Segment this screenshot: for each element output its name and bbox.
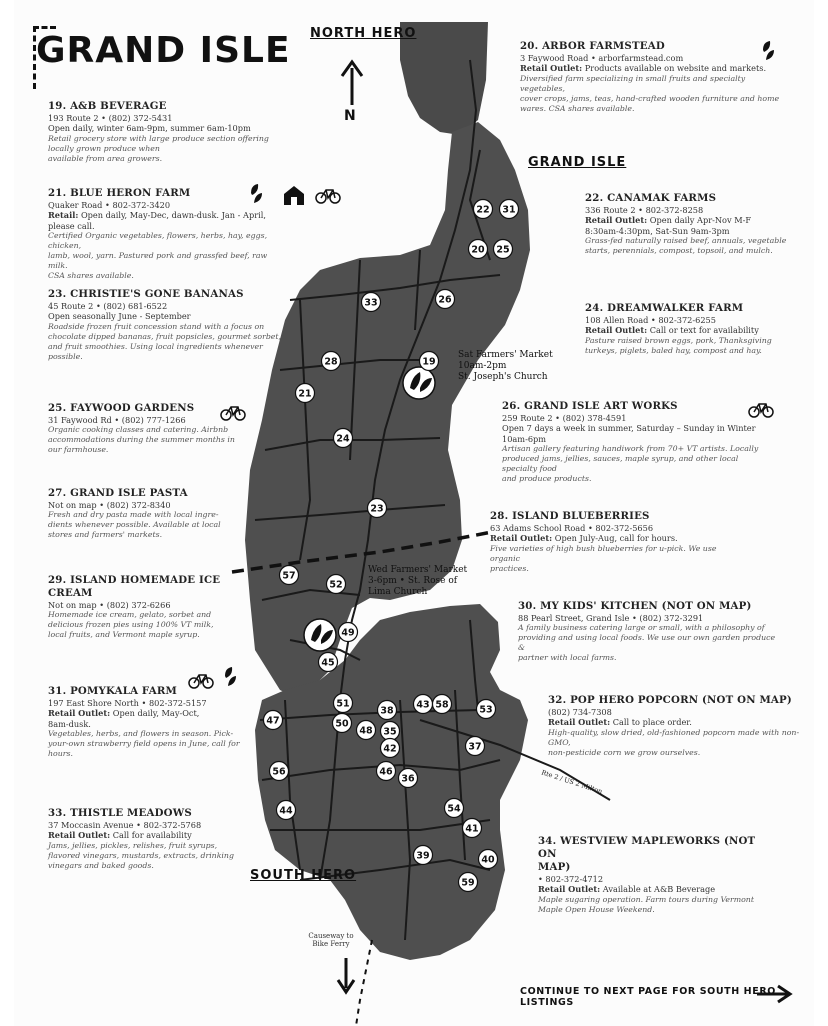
listing bbox=[48, 807, 283, 871]
grand-isle-label: GRAND ISLE bbox=[528, 155, 627, 170]
listing-description: lamb, wool, yarn. Pastured pork and grassfed beef, raw milk. bbox=[48, 251, 268, 271]
marker-number: 59 bbox=[461, 877, 475, 889]
south-hero-label: SOUTH HERO bbox=[250, 868, 357, 883]
listing bbox=[538, 835, 770, 915]
market-label-line: St. Joseph's Church bbox=[458, 372, 548, 382]
listing-name: 20. ARBOR FARMSTEAD bbox=[520, 40, 665, 52]
listing-hours: Open daily, winter 6am-9pm, summer 6am-10pm bbox=[48, 123, 251, 134]
listing-name: 19. A&B BEVERAGE bbox=[48, 100, 167, 112]
barn-icon bbox=[283, 184, 305, 206]
listing-description: A family business catering large or small, with a philosophy of bbox=[518, 623, 765, 633]
retail-value: Call or text for availability bbox=[647, 325, 759, 336]
listing-description: and fruit smoothies. Using local ingredients whenever bbox=[48, 341, 263, 351]
marker-number: 31 bbox=[502, 204, 516, 216]
location-marker-19[interactable] bbox=[420, 352, 439, 371]
listing-description: available from area growers. bbox=[48, 153, 163, 163]
marker-number: 25 bbox=[496, 244, 510, 256]
listing-description: starts, perennials, compost, topsoil, and mulch. bbox=[585, 246, 773, 256]
listing-contact: Not on map • (802) 372-6266 bbox=[48, 600, 171, 610]
retail-label: Retail Outlet: bbox=[48, 830, 111, 841]
listing-retail bbox=[585, 215, 817, 225]
listing-contact: 108 Allen Road • 802-372-6255 bbox=[585, 315, 716, 325]
marker-number: 54 bbox=[447, 803, 461, 815]
listing-hours: Open seasonally June - September bbox=[48, 311, 191, 322]
location-marker-40[interactable] bbox=[479, 850, 498, 869]
listing-description: Homemade ice cream, gelato, sorbet and bbox=[48, 610, 212, 620]
retail-label: Retail Outlet: bbox=[520, 63, 583, 74]
listing bbox=[48, 100, 283, 164]
marker-number: 40 bbox=[481, 854, 495, 866]
listing bbox=[48, 402, 283, 455]
listing-description: High-quality, slow dried, old-fashioned popcorn made with non-GMO, bbox=[548, 727, 800, 747]
north-hero-label: NORTH HERO bbox=[310, 26, 417, 41]
listing bbox=[520, 40, 792, 114]
listing-description: flavored vinegars, mustards, extracts, drinking bbox=[48, 850, 234, 860]
listing-description: vinegars and baked goods. bbox=[48, 860, 154, 870]
listing-name: 29. ISLAND HOMEMADE ICE bbox=[48, 574, 221, 586]
listing-description: accommodations during the summer months in bbox=[48, 435, 235, 445]
location-marker-50[interactable] bbox=[333, 714, 352, 733]
location-marker-37[interactable] bbox=[466, 737, 485, 756]
listing-contact: 37 Moccasin Avenue • 802-372-5768 bbox=[48, 820, 202, 830]
listing bbox=[490, 510, 722, 574]
location-marker-33[interactable] bbox=[362, 293, 381, 312]
location-marker-26[interactable] bbox=[436, 290, 455, 309]
location-marker-31[interactable] bbox=[500, 200, 519, 219]
listing-contact: 88 Pearl Street, Grand Isle • (802) 372-3291 bbox=[518, 613, 704, 623]
listing-name: 30. MY KIDS' KITCHEN (NOT ON MAP) bbox=[518, 600, 752, 612]
marker-number: 56 bbox=[272, 766, 286, 778]
listing-contact: 45 Route 2 • (802) 681-6522 bbox=[48, 301, 168, 311]
listing-retail bbox=[490, 533, 722, 543]
listing-hours: 10am-6pm bbox=[502, 433, 547, 444]
listing-description: Pasture raised brown eggs, pork, Thanksgiving bbox=[585, 335, 772, 345]
farmers-market-label-north bbox=[458, 350, 553, 383]
location-marker-25[interactable] bbox=[494, 240, 513, 259]
location-marker-38[interactable] bbox=[378, 701, 397, 720]
marker-number: 41 bbox=[465, 823, 479, 835]
listing-retail bbox=[48, 708, 283, 718]
listing-name: 21. BLUE HERON FARM bbox=[48, 187, 191, 199]
listing-retail bbox=[538, 884, 770, 894]
marker-number: 50 bbox=[335, 718, 349, 730]
listing-description: Organic cooking classes and catering. Airbnb bbox=[48, 425, 229, 435]
listing-name: 28. ISLAND BLUEBERRIES bbox=[490, 510, 650, 522]
listing-retail bbox=[48, 210, 283, 231]
listing-hours: Open 7 days a week in summer, Saturday – Sunday in Winter bbox=[502, 423, 756, 434]
listing-contact: Not on map • (802) 372-8340 bbox=[48, 500, 171, 510]
listing-name: 31. POMYKALA FARM bbox=[48, 685, 177, 697]
listing-description: turkeys, piglets, baled hay, compost and hay. bbox=[585, 345, 762, 355]
marker-number: 57 bbox=[282, 570, 296, 582]
causeway-label: Causeway to Bike Ferry bbox=[308, 932, 354, 948]
listing-description: chocolate dipped bananas, fruit popsicles, gourmet sorbet, bbox=[48, 331, 282, 341]
market-label-line: 10am-2pm bbox=[458, 361, 507, 371]
listing bbox=[48, 487, 283, 540]
listing-description: Maple sugaring operation. Farm tours during Vermont bbox=[538, 894, 754, 904]
location-marker-35[interactable] bbox=[381, 722, 400, 741]
marker-number: 47 bbox=[266, 715, 280, 727]
marker-number: 44 bbox=[279, 805, 293, 817]
listing-name: 32. POP HERO POPCORN (NOT ON MAP) bbox=[548, 694, 792, 706]
marker-number: 49 bbox=[341, 627, 355, 639]
retail-value: Available at A&B Beverage bbox=[600, 884, 716, 895]
retail-value: Products available on website and markets. bbox=[582, 63, 767, 74]
location-marker-46[interactable] bbox=[377, 762, 396, 781]
listing-description: produced jams, jellies, sauces, maple syrup, and other local specialty food bbox=[502, 454, 739, 474]
marker-number: 53 bbox=[479, 704, 493, 716]
marker-number: 19 bbox=[422, 356, 436, 368]
listing-retail bbox=[548, 717, 810, 727]
marker-number: 23 bbox=[370, 503, 384, 515]
location-marker-53[interactable] bbox=[477, 700, 496, 719]
road-label: Rte 2 / US 2 Milton bbox=[540, 768, 604, 796]
location-marker-43[interactable] bbox=[414, 695, 433, 714]
marker-number: 22 bbox=[476, 204, 490, 216]
marker-number: 43 bbox=[416, 699, 430, 711]
retail-value: Open daily Apr-Nov M-F bbox=[647, 215, 752, 226]
listing bbox=[48, 685, 283, 759]
listing-description: practices. bbox=[490, 563, 529, 573]
listing-description: stores and farmers' markets. bbox=[48, 530, 163, 540]
bike-icon bbox=[315, 186, 341, 204]
listing bbox=[548, 694, 810, 758]
location-marker-24[interactable] bbox=[334, 429, 353, 448]
listing-name: 27. GRAND ISLE PASTA bbox=[48, 487, 188, 499]
marker-number: 33 bbox=[364, 297, 378, 309]
market-marker-south[interactable] bbox=[304, 619, 336, 651]
listing-description: wares. CSA shares available. bbox=[520, 103, 635, 113]
listing-description: Fresh and dry pasta made with local ingre- bbox=[48, 510, 219, 520]
listing-description: providing and using local foods. We use our own garden produce & bbox=[518, 633, 776, 653]
listing-description: your-own strawberry field opens in June, call for bbox=[48, 739, 240, 749]
listing-description: Diversified farm specializing in small fruits and specialty vegetables, bbox=[520, 73, 746, 93]
listing-description: Vegetables, herbs, and flowers in season. Pick- bbox=[48, 729, 234, 739]
marker-number: 45 bbox=[321, 657, 335, 669]
north-arrow-icon bbox=[342, 62, 362, 105]
listing-contact: 259 Route 2 • (802) 378-4591 bbox=[502, 413, 627, 423]
listing-contact: • 802-372-4712 bbox=[538, 874, 604, 884]
retail-label: Retail Outlet: bbox=[48, 708, 111, 719]
listing-description: Maple Open House Weekend. bbox=[538, 904, 655, 914]
market-label-line: Sat Farmers' Market bbox=[458, 350, 553, 360]
listing-contact: (802) 734-7308 bbox=[548, 707, 612, 717]
listing-description: cover crops, jams, teas, hand-crafted wooden furniture and home bbox=[520, 93, 780, 103]
listing-name: 33. THISTLE MEADOWS bbox=[48, 807, 192, 819]
market-label-line: Wed Farmers' Market bbox=[368, 565, 468, 575]
marker-number: 51 bbox=[336, 698, 350, 710]
listing bbox=[48, 574, 283, 640]
market-marker-north[interactable] bbox=[403, 367, 435, 399]
retail-label: Retail Outlet: bbox=[548, 717, 611, 728]
marker-number: 24 bbox=[336, 433, 350, 445]
listing-name: 24. DREAMWALKER FARM bbox=[585, 302, 744, 314]
marker-number: 46 bbox=[379, 766, 393, 778]
retail-label: Retail: bbox=[48, 210, 79, 221]
location-marker-22[interactable] bbox=[474, 200, 493, 219]
market-label-line: 3-6pm • St. Rose of bbox=[368, 576, 458, 586]
listing-description: possible. bbox=[48, 351, 83, 361]
listing-description: Grass-fed naturally raised beef, annuals, vegetable bbox=[585, 236, 787, 246]
marker-number: 52 bbox=[329, 579, 343, 591]
listing-name: MAP) bbox=[538, 861, 571, 873]
listing-name: CREAM bbox=[48, 587, 93, 599]
listing-description: Roadside frozen fruit concession stand with a focus on bbox=[48, 321, 265, 331]
location-marker-41[interactable] bbox=[463, 819, 482, 838]
listing-description: delicious frozen pies using 100% VT milk, bbox=[48, 620, 214, 630]
location-marker-39[interactable] bbox=[414, 846, 433, 865]
retail-value: Open July-Aug, call for hours. bbox=[552, 533, 678, 544]
listing-name: 23. CHRISTIE'S GONE BANANAS bbox=[48, 288, 244, 300]
listing-contact: Quaker Road • 802-372-3420 bbox=[48, 200, 171, 210]
listing-retail bbox=[48, 830, 283, 840]
listing-contact: 3 Faywood Road • arborfarmstead.com bbox=[520, 53, 684, 63]
listing-name: 22. CANAMAK FARMS bbox=[585, 192, 717, 204]
causeway-line bbox=[356, 940, 372, 1026]
location-marker-48[interactable] bbox=[357, 721, 376, 740]
listing bbox=[48, 187, 283, 281]
listing-name: 26. GRAND ISLE ART WORKS bbox=[502, 400, 678, 412]
listing-description: Jams, jellies, pickles, relishes, fruit syrups, bbox=[48, 840, 218, 850]
location-marker-36[interactable] bbox=[399, 769, 418, 788]
location-marker-21[interactable] bbox=[296, 384, 315, 403]
listing-name: 34. WESTVIEW MAPLEWORKS (NOT ON bbox=[538, 835, 756, 860]
location-marker-56[interactable] bbox=[270, 762, 289, 781]
marker-number: 36 bbox=[401, 773, 415, 785]
marker-number: 58 bbox=[435, 699, 449, 711]
farmers-market-label-south bbox=[368, 565, 467, 598]
listing-description: dients whenever possible. Available at local bbox=[48, 520, 221, 530]
listing-contact: 336 Route 2 • 802-372-8258 bbox=[585, 205, 704, 215]
retail-value: Open daily, May-Dec, dawn-dusk. Jan - April, please call. bbox=[48, 210, 266, 231]
retail-value: Call for availability bbox=[110, 830, 192, 841]
listing-description: hours. bbox=[48, 749, 73, 759]
marker-number: 35 bbox=[383, 726, 397, 738]
location-marker-28[interactable] bbox=[322, 352, 341, 371]
marker-number: 21 bbox=[298, 388, 312, 400]
location-marker-45[interactable] bbox=[319, 653, 338, 672]
listing-description: Certified Organic vegetables, flowers, herbs, hay, eggs, chicken, bbox=[48, 231, 268, 251]
page-title: GRAND ISLE bbox=[36, 30, 291, 71]
listing-retail bbox=[520, 63, 792, 73]
listing-description: Five varieties of high bush blueberries for u-pick. We use organic bbox=[490, 543, 717, 563]
retail-label: Retail Outlet: bbox=[585, 215, 648, 226]
retail-label: Retail Outlet: bbox=[585, 325, 648, 336]
location-marker-54[interactable] bbox=[445, 799, 464, 818]
listing bbox=[502, 400, 774, 484]
listing-description: local fruits, and Vermont maple syrup. bbox=[48, 630, 200, 640]
listing-description: Artisan gallery featuring handiwork from 70+ VT artists. Locally bbox=[502, 444, 759, 454]
listing-description: non-pesticide corn we grow ourselves. bbox=[548, 747, 701, 757]
location-marker-51[interactable] bbox=[334, 694, 353, 713]
listing-hours: 8:30am-4:30pm, Sat-Sun 9am-3pm bbox=[585, 225, 730, 236]
listing-description: Retail grocery store with large produce section offering locally grown produce when bbox=[48, 133, 269, 153]
location-marker-52[interactable] bbox=[327, 575, 346, 594]
listing-description: partner with local farms. bbox=[518, 653, 617, 663]
location-marker-23[interactable] bbox=[368, 499, 387, 518]
location-marker-58[interactable] bbox=[433, 695, 452, 714]
marker-number: 39 bbox=[416, 850, 430, 862]
marker-number: 42 bbox=[383, 743, 397, 755]
retail-label: Retail Outlet: bbox=[490, 533, 553, 544]
listing-description: and produce products. bbox=[502, 474, 592, 484]
listing bbox=[48, 288, 283, 362]
marker-number: 37 bbox=[468, 741, 482, 753]
retail-value: Open daily, May-Oct, bbox=[110, 708, 200, 719]
location-marker-59[interactable] bbox=[459, 873, 478, 892]
listing-retail bbox=[585, 325, 817, 335]
marker-number: 26 bbox=[438, 294, 452, 306]
south-arrow-icon bbox=[338, 958, 354, 992]
location-marker-20[interactable] bbox=[469, 240, 488, 259]
retail-label: Retail Outlet: bbox=[538, 884, 601, 895]
listing-description: our farmhouse. bbox=[48, 445, 109, 455]
market-label-line: Lima Church bbox=[368, 587, 428, 597]
listing bbox=[585, 192, 817, 256]
marker-number: 20 bbox=[471, 244, 485, 256]
listing bbox=[518, 600, 780, 663]
listing-description: CSA shares available. bbox=[48, 271, 134, 281]
listing-contact: 63 Adams School Road • 802-372-5656 bbox=[490, 523, 654, 533]
listing-contact: 193 Route 2 • (802) 372-5431 bbox=[48, 113, 173, 123]
marker-number: 38 bbox=[380, 705, 394, 717]
marker-number: 48 bbox=[359, 725, 373, 737]
listing-contact: 31 Faywood Rd • (802) 777-1266 bbox=[48, 415, 186, 425]
marker-number: 28 bbox=[324, 356, 338, 368]
retail-value: Call to place order. bbox=[610, 717, 692, 728]
location-marker-49[interactable] bbox=[339, 623, 358, 642]
listing-name: 25. FAYWOOD GARDENS bbox=[48, 402, 195, 414]
location-marker-42[interactable] bbox=[381, 739, 400, 758]
footer-continue-note: CONTINUE TO NEXT PAGE FOR SOUTH HERO LISTINGS bbox=[520, 986, 776, 1008]
listing-hours: 8am-dusk. bbox=[48, 718, 91, 729]
listing-contact: 197 East Shore North • 802-372-5157 bbox=[48, 698, 207, 708]
north-letter: N bbox=[344, 108, 356, 124]
listing bbox=[585, 302, 817, 356]
